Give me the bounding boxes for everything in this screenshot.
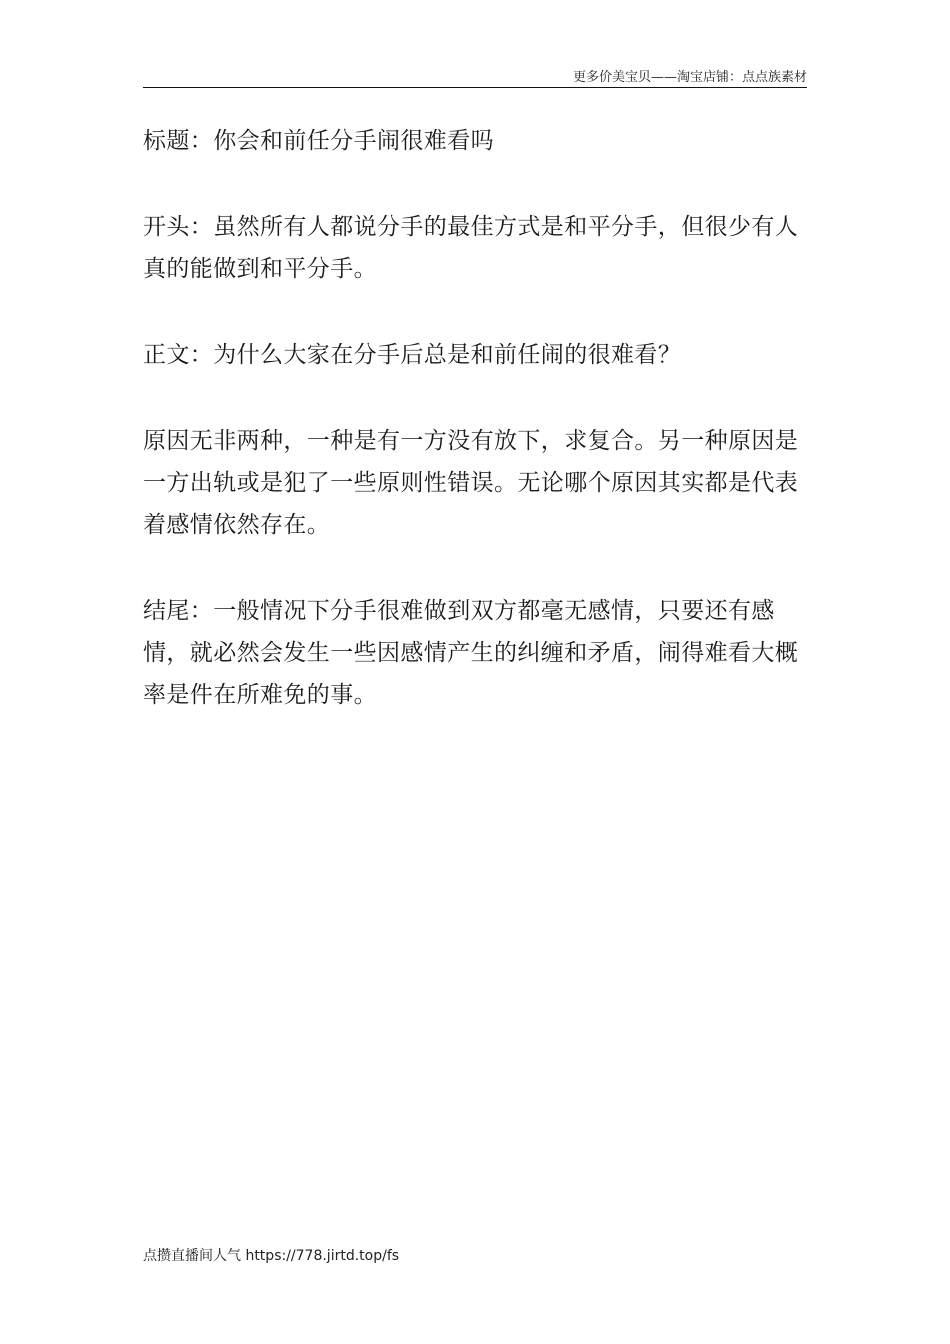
reasons-paragraph: 原因无非两种，一种是有一方没有放下，求复合。另一种原因是一方出轨或是犯了一些原则性错误。无论哪个原因其实都是代表着感情依然存在。 [143, 428, 799, 538]
header-divider [143, 87, 807, 88]
opening-paragraph: 开头：虽然所有人都说分手的最佳方式是和平分手，但很少有人真的能做到和平分手。 [143, 214, 799, 282]
page-header: 更多价美宝贝——淘宝店铺：点点族素材 [572, 70, 807, 85]
ending-paragraph: 结尾：一般情况下分手很难做到双方都毫无感情，只要还有感情，就必然会发生一些因感情产生的纠缠和矛盾，闹得难看大概率是件在所难免的事。 [143, 598, 799, 708]
page-footer: 点攒直播间人气 https://778.jirtd.top/fs [143, 1248, 400, 1264]
body-question-paragraph: 正文：为什么大家在分手后总是和前任闹的很难看？ [143, 342, 682, 368]
document-body [143, 120, 809, 760]
title-paragraph: 标题：你会和前任分手闹很难看吗 [143, 128, 494, 154]
